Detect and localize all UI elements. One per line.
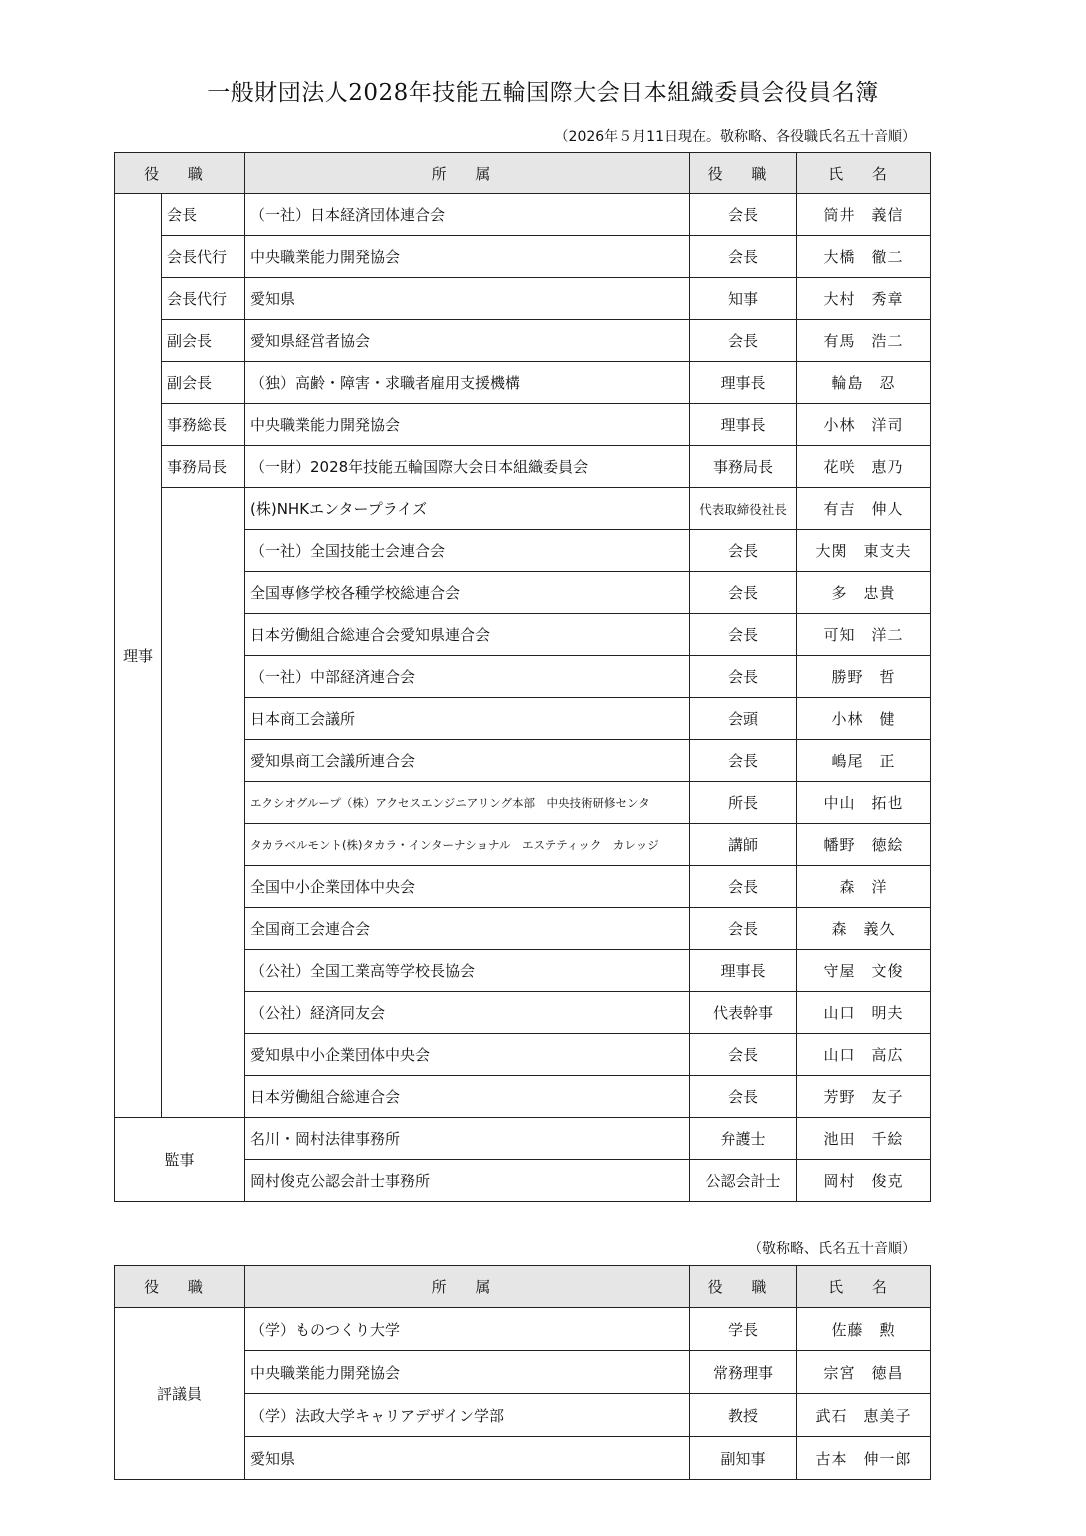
org-cell: 愛知県商工会議所連合会 bbox=[245, 740, 690, 782]
name-cell: 森 洋 bbox=[797, 866, 931, 908]
org-cell: (株)NHKエンタープライズ bbox=[245, 488, 690, 530]
name-cell: 小林 健 bbox=[797, 698, 931, 740]
org-cell: 日本商工会議所 bbox=[245, 698, 690, 740]
position-cell: 学長 bbox=[690, 1308, 797, 1351]
name-cell: 山口 高広 bbox=[797, 1034, 931, 1076]
org-cell: 岡村俊克公認会計士事務所 bbox=[245, 1160, 690, 1202]
org-cell: （公社）全国工業高等学校長協会 bbox=[245, 950, 690, 992]
position-cell: 常務理事 bbox=[690, 1351, 797, 1394]
name-cell: 森 義久 bbox=[797, 908, 931, 950]
position-cell: 理事長 bbox=[690, 362, 797, 404]
position-cell: 理事長 bbox=[690, 950, 797, 992]
org-cell: タカラベルモント(株)タカラ・インターナショナル エステティック カレッジ bbox=[245, 824, 690, 866]
officers-table bbox=[114, 152, 931, 1202]
name-cell: 古本 伸一郎 bbox=[797, 1437, 931, 1480]
position-cell: 事務局長 bbox=[690, 446, 797, 488]
role-cell: 副会長 bbox=[162, 320, 245, 362]
org-cell: 全国専修学校各種学校総連合会 bbox=[245, 572, 690, 614]
date-note: （2026年５月11日現在。敬称略、各役職氏名五十音順） bbox=[554, 129, 916, 145]
name-cell: 山口 明夫 bbox=[797, 992, 931, 1034]
director-group-label: 理事 bbox=[115, 194, 162, 1118]
position-cell: 会長 bbox=[690, 1076, 797, 1118]
position-cell: 会長 bbox=[690, 614, 797, 656]
position-cell: 会頭 bbox=[690, 698, 797, 740]
header-position: 役 職 bbox=[690, 1266, 797, 1308]
table-row bbox=[115, 194, 931, 236]
position-cell: 会長 bbox=[690, 656, 797, 698]
org-cell: 愛知県中小企業団体中央会 bbox=[245, 1034, 690, 1076]
org-cell: （一財）2028年技能五輪国際大会日本組織委員会 bbox=[245, 446, 690, 488]
position-cell: 会長 bbox=[690, 320, 797, 362]
name-cell: 大橋 徹二 bbox=[797, 236, 931, 278]
table-row bbox=[115, 362, 931, 404]
table-row bbox=[115, 1118, 931, 1160]
header-role: 役 職 bbox=[115, 1266, 245, 1308]
name-cell: 岡村 俊克 bbox=[797, 1160, 931, 1202]
table-row bbox=[115, 404, 931, 446]
role-cell: 副会長 bbox=[162, 362, 245, 404]
position-cell: 会長 bbox=[690, 572, 797, 614]
name-cell: 輪島 忍 bbox=[797, 362, 931, 404]
org-cell: 中央職業能力開発協会 bbox=[245, 1351, 690, 1394]
name-cell: 守屋 文俊 bbox=[797, 950, 931, 992]
role-cell: 事務局長 bbox=[162, 446, 245, 488]
name-cell: 勝野 哲 bbox=[797, 656, 931, 698]
org-cell: 中央職業能力開発協会 bbox=[245, 404, 690, 446]
position-cell: 代表幹事 bbox=[690, 992, 797, 1034]
name-cell: 大関 東支夫 bbox=[797, 530, 931, 572]
header-org: 所 属 bbox=[245, 153, 690, 194]
name-cell: 宗宮 徳昌 bbox=[797, 1351, 931, 1394]
position-cell: 代表取締役社長 bbox=[690, 488, 797, 530]
name-cell: 幡野 徳絵 bbox=[797, 824, 931, 866]
councilor-group-label: 評議員 bbox=[115, 1308, 245, 1480]
position-cell: 弁護士 bbox=[690, 1118, 797, 1160]
name-cell: 可知 洋二 bbox=[797, 614, 931, 656]
name-cell: 花咲 恵乃 bbox=[797, 446, 931, 488]
position-cell: 会長 bbox=[690, 194, 797, 236]
org-cell: （公社）経済同友会 bbox=[245, 992, 690, 1034]
role-cell: 事務総長 bbox=[162, 404, 245, 446]
org-cell: （学）ものつくり大学 bbox=[245, 1308, 690, 1351]
header-role: 役 職 bbox=[115, 153, 245, 194]
position-cell: 知事 bbox=[690, 278, 797, 320]
table-header-row bbox=[115, 153, 931, 194]
table-row bbox=[115, 446, 931, 488]
name-cell: 芳野 友子 bbox=[797, 1076, 931, 1118]
org-cell: 日本労働組合総連合会 bbox=[245, 1076, 690, 1118]
org-cell: 全国中小企業団体中央会 bbox=[245, 866, 690, 908]
org-cell: 名川・岡村法律事務所 bbox=[245, 1118, 690, 1160]
position-cell: 会長 bbox=[690, 740, 797, 782]
header-position: 役 職 bbox=[690, 153, 797, 194]
name-cell: 有馬 浩二 bbox=[797, 320, 931, 362]
org-cell: 中央職業能力開発協会 bbox=[245, 236, 690, 278]
org-cell: （一社）全国技能士会連合会 bbox=[245, 530, 690, 572]
position-cell: 公認会計士 bbox=[690, 1160, 797, 1202]
position-cell: 会長 bbox=[690, 1034, 797, 1076]
org-cell: 愛知県経営者協会 bbox=[245, 320, 690, 362]
name-cell: 池田 千絵 bbox=[797, 1118, 931, 1160]
header-name: 氏 名 bbox=[797, 153, 931, 194]
role-cell-blank bbox=[162, 488, 245, 1118]
name-cell: 大村 秀章 bbox=[797, 278, 931, 320]
table-row bbox=[115, 320, 931, 362]
position-cell: 会長 bbox=[690, 908, 797, 950]
org-cell: 日本労働組合総連合会愛知県連合会 bbox=[245, 614, 690, 656]
page-title: 一般財団法人2028年技能五輪国際大会日本組織委員会役員名簿 bbox=[207, 80, 879, 106]
table-row bbox=[115, 1308, 931, 1351]
name-cell: 多 忠貴 bbox=[797, 572, 931, 614]
name-cell: 嶋尾 正 bbox=[797, 740, 931, 782]
name-cell: 武石 恵美子 bbox=[797, 1394, 931, 1437]
org-cell: （一社）中部経済連合会 bbox=[245, 656, 690, 698]
org-cell: （一社）日本経済団体連合会 bbox=[245, 194, 690, 236]
position-cell: 会長 bbox=[690, 866, 797, 908]
table-row bbox=[115, 236, 931, 278]
org-cell: （独）高齢・障害・求職者雇用支援機構 bbox=[245, 362, 690, 404]
header-name: 氏 名 bbox=[797, 1266, 931, 1308]
position-cell: 会長 bbox=[690, 530, 797, 572]
councilors-table bbox=[114, 1265, 931, 1480]
role-cell: 会長 bbox=[162, 194, 245, 236]
name-cell: 佐藤 勲 bbox=[797, 1308, 931, 1351]
honorific-note: （敬称略、氏名五十音順） bbox=[748, 1241, 916, 1257]
name-cell: 筒井 義信 bbox=[797, 194, 931, 236]
name-cell: 小林 洋司 bbox=[797, 404, 931, 446]
table-row bbox=[115, 488, 931, 530]
position-cell: 副知事 bbox=[690, 1437, 797, 1480]
name-cell: 中山 拓也 bbox=[797, 782, 931, 824]
position-cell: 講師 bbox=[690, 824, 797, 866]
position-cell: 理事長 bbox=[690, 404, 797, 446]
org-cell: 愛知県 bbox=[245, 1437, 690, 1480]
name-cell: 有吉 伸人 bbox=[797, 488, 931, 530]
role-cell: 会長代行 bbox=[162, 236, 245, 278]
role-cell: 会長代行 bbox=[162, 278, 245, 320]
position-cell: 会長 bbox=[690, 236, 797, 278]
org-cell: 全国商工会連合会 bbox=[245, 908, 690, 950]
org-cell: エクシオグループ（株）アクセスエンジニアリング本部 中央技術研修センタ bbox=[245, 782, 690, 824]
org-cell: （学）法政大学キャリアデザイン学部 bbox=[245, 1394, 690, 1437]
table-row bbox=[115, 278, 931, 320]
header-org: 所 属 bbox=[245, 1266, 690, 1308]
position-cell: 所長 bbox=[690, 782, 797, 824]
org-cell: 愛知県 bbox=[245, 278, 690, 320]
position-cell: 教授 bbox=[690, 1394, 797, 1437]
auditor-group-label: 監事 bbox=[115, 1118, 245, 1202]
table-header-row bbox=[115, 1266, 931, 1308]
